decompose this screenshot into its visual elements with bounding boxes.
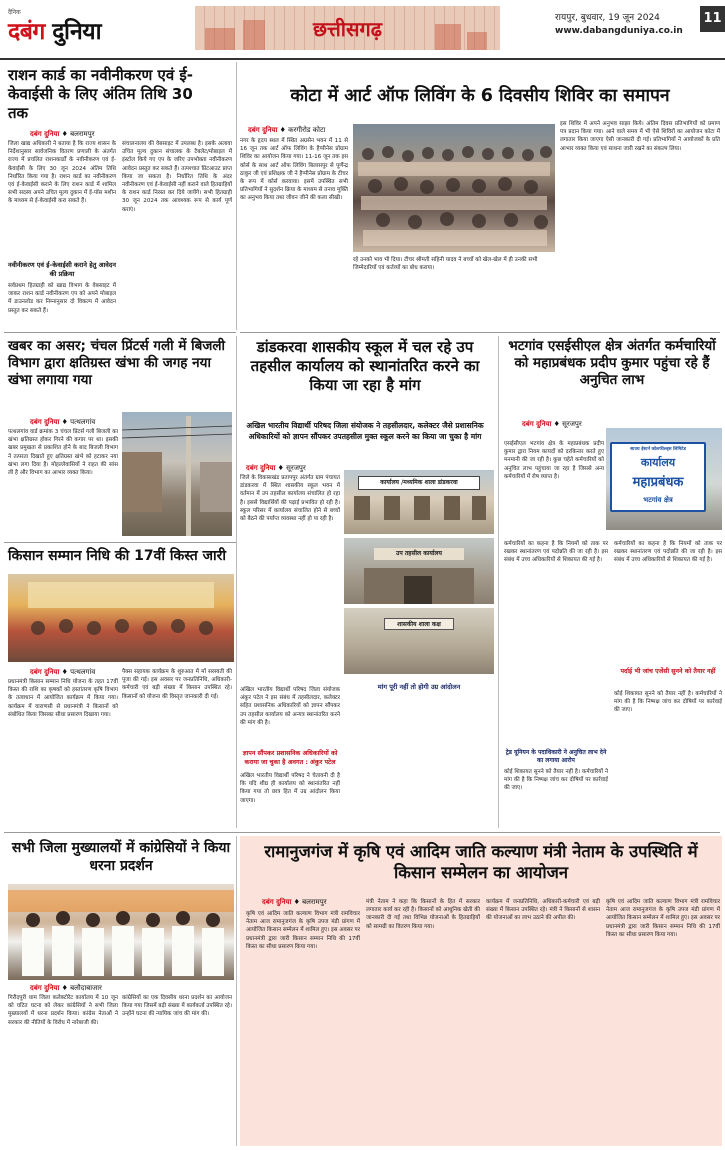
sign-line-office: कार्यालय [640,456,676,469]
story-text: कार्यक्रम में जनप्रतिनिधि, अधिकारी-कर्मचारी एवं बड़ी संख्या में किसान उपस्थित रहे। मंत्री ने किसानों से शासन की योजनाओं का लाभ उठाने की अपील की। [486,899,600,922]
website-url: www.dabangduniya.co.in [555,26,683,36]
byline: दबंग दुनिया ♦ पत्थलगांव [30,668,96,676]
group-photo [353,124,555,252]
byline: दबंग दुनिया ♦ पत्थलगांव [30,418,96,426]
tehsil-office-photo [344,538,494,604]
story-text: कांग्रेसियों का एक दिवसीय धरना प्रदर्शन का आयोजन किया गया जिसमें बड़ी संख्या में कार्यकर्ता उपस्थित रहे। उन्होंने घटना की न्यायिक जांच की मांग की। [122,995,232,1018]
story-text: पैक्स सहायक कार्यक्रम के शुरुआत में माँ सरस्वती की पूजा की गई। इस अवसर पर जनप्रतिनिधि, अधिकारी-कर्मचारी एवं बड़ी संख्या में किसान उपस्थित रहे। किसानों को योजना की विस्तृत जानकारी दी गई। [122,669,232,700]
story-subheading-blue: मांग पूरी नहीं तो होगी उग्र आंदोलन [377,683,461,691]
group-photo-art [353,124,555,252]
school-building-art [344,470,494,534]
story-text: कोई शिकायत सुनने को तैयार नहीं है। कर्मचारियों ने मांग की है कि निष्पक्ष जांच कर दोषियों पर कार्रवाई की जाए। [504,769,608,792]
story-text: जिले के विकासखंड प्रतापपुर अंतर्गत ग्राम पंचायत डांडकरवा में स्थित शासकीय स्कूल भवन में वर्तमान में उप तहसील कार्यालय संचालित हो रहा है। इससे विद्यार्थियों की पढ़ाई प्रभावित हो रही है। स्कूल परिसर में कार्यालय संचालित होने से बच्चों को बैठने की पर्याप्त व्यवस्था नहीं हो पा रही है। [240,475,340,523]
story-text: अखिल भारतीय विद्यार्थी परिषद ने चेतावनी दी है कि यदि शीघ्र ही कार्यालय को स्थानांतरित नहीं किया गया तो छात्र हित में उग्र आंदोलन किया जाएगा। [240,773,340,804]
headline-ration-card: राशन कार्ड का नवीनीकरण एवं ई-केवाईसी के लिए अंतिम तिथि 30 तक [8,66,193,122]
story-text: प्रधानमंत्री किसान सम्मान निधि योजना के तहत 17वीं किस्त की राशि का कृषकों को हस्तांतरण कृषि विभाग के तत्वाधान में आयोजित कार्यक्रम में किया गया। कार्यक्रम में वाराणसी से प्रधानमंत्री ने किसानों को संबोधित किया जिसका सीधा प्रसारण दिखाया गया। [8,679,118,718]
headline-ramanujganj: रामानुजगंज में कृषि एवं आदिम जाति कल्याण मंत्री नेताम के उपस्थिति में किसान सम्मेलन का आयोजन [264,842,698,882]
kisan-event-art [8,574,234,662]
story-text: इस शिविर में अपने अनुभव साझा किये। अंतिम दिवस प्रतिभागियों को प्रमाण पत्र प्रदान किया गया। आने वाले समय में भी ऐसे शिविरों का आयोजन कोटा में लगातार किया जाएगा ऐसी जानकारी दी गई। प्रतिभागियों ने आयोजकों के प्रति आभार व्यक्त किया एवं साधना जारी रखने का संकल्प लिया। [560,121,720,152]
headline-electric-pole: खबर का असर; चंचल प्रिंटर्स गली में बिजली विभाग द्वारा क्षतिग्रस्त खंभा की जगह नया खंभा लगाया गया [8,338,225,388]
story-subheading: अखिल भारतीय विद्यार्थी परिषद जिला संयोजक ने तहसीलदार, कलेक्टर जैसे प्रशासनिक अधिकारियों को ज्ञापन सौंपकर उपतहसील मुक्त स्कूल करने का किया जा चुका है मांग [246,421,484,441]
sign-line-company: साउथ ईस्टर्न कोलफील्ड्स लिमिटेड [630,447,686,452]
newspaper-logo [8,8,148,46]
story-subheading-red: ज्ञापन सौंपकर प्रशासनिक अधिकारियों को कराया जा चुका है अवगत : अंकुर पटेल [242,750,338,766]
story-text: जिला खाद्य अधिकारी ने बताया है कि राज्य शासन के निर्देशानुसार सार्वजनिक वितरण प्रणाली के अंतर्गत राज्य में प्रचलित राशनकार्डों के नवीनीकरण एवं ई-केवाईसी के लिए 30 जून 2024 अंतिम तिथि निर्धारित किया गया है। राशन कार्ड का नवीनीकरण एवं ई-केवाईसी कराने के लिए राशन कार्ड में शामिल सभी सदस्य अपने उचित मूल्य दुकान में ई-पॉस मशीन के माध्यम से ई-केवाईसी करा सकते हैं। [8,141,116,205]
story-text: अखिल भारतीय विद्यार्थी परिषद जिला संयोजक अंकुर पटेल ने इस संबंध में तहसीलदार, कलेक्टर सहित प्रशासनिक अधिकारियों को ज्ञापन सौंपकर उप तहसील कार्यालय को अन्यत्र स्थानांतरित करने की मांग की है। [240,687,340,726]
byline: दबंग दुनिया ♦ करगीरोड कोटा [248,126,326,134]
story-subheading-blue: ट्रेड यूनियन के पदाधिकारी ने अनुचित लाभ देने का लगाया आरोप [505,749,607,764]
story-subheading: नवीनीकरण एवं ई-केवाईसी कराने हेतु आवेदन की प्रक्रिया [8,261,116,278]
story-text: गिरौदपुरी धाम जिला कलेक्टोरेट कार्यालय में 10 जून को घटित घटना को लेकर कांग्रेसियों ने सभी जिला मुख्यालयों में धरना प्रदर्शन किया। कांग्रेस नेताओं ने सरकार की नीतियों के विरोध में नारेबाजी की। [8,995,118,1026]
page-number: 11 [700,6,725,32]
headline-art-of-living: कोटा में आर्ट ऑफ लिविंग के 6 दिवसीय शिविर का समापन [290,86,670,106]
electric-pole-photo [122,412,232,536]
story-text: नगर के हृदय स्थल में स्थित अग्रसेन भवन में 11 से 16 जून तक आर्ट ऑफ लिविंग के हैप्पीनेस प्रोग्राम शिविर का आयोजन किया गया। 11-16 जून तक इस कोर्स के साथ आर्ट ऑफ लिविंग बिलासपुर से पूर्णेन्द्र ठाकुर जी एवं प्रशिक्षक जी ने हैप्पीनेस प्रोग्राम के टीचर के रूप में कोर्स करवाया। इसमें उपस्थित सभी प्रतिभागियों ने सुदर्शन क्रिया के माध्यम से तनाव मुक्ति का अनुभव किया तथा जीवन जीने की कला सीखी। [240,138,348,202]
story-text: कृषि एवं आदिम जाति कल्याण विभाग मंत्री रामविचार नेताम आज रामानुजगंज के कृषि उपज मंडी प्रांगण में आयोजित किसान सम्मेलन में शामिल हुए। इस अवसर पर प्रधानमंत्री द्वारा जारी किसान सम्मान निधि की 17वीं किस्त का सीधा प्रसारण किया गया। [246,911,360,950]
classroom-sign: शासकीय शाला कक्ष [384,618,454,630]
story-text: कर्मचारियों का कहना है कि नियमों को ताक पर रखकर स्थानांतरण एवं पदोन्नति की जा रही है। इस संबंध में उच्च अधिकारियों से शिकायत की गई है। [614,541,722,564]
section-title: छत्तीसगढ़ [312,17,383,41]
byline: दबंग दुनिया ♦ सूरजपुर [246,464,306,472]
logo-wordmark [8,14,101,46]
tehsil-office-art [344,538,494,604]
dateline: रायपुर, बुधवार, 19 जून 2024 [555,13,660,23]
byline: दबंग दुनिया ♦ बलौदाबाजार [30,984,102,992]
electric-pole-art [122,412,232,536]
story-subheading-red: पर्दाई भी जांच एजेंसी सुनने को तैयार नहीं [620,668,716,675]
story-text: कोई शिकायत सुनने को तैयार नहीं है। कर्मचारियों ने मांग की है कि निष्पक्ष जांच कर दोषियों पर कार्रवाई की जाए। [614,691,722,714]
byline: दबंग दुनिया ♦ सूरजपुर [522,420,582,428]
section-banner [195,6,500,50]
sign-line-area: भटगांव क्षेत्र [643,496,673,504]
classroom-photo [344,608,494,674]
masthead [0,0,725,60]
story-text: एसईसीएल भटगांव क्षेत्र के महाप्रबंधक प्रदीप कुमार द्वारा नियम कायदों को दरकिनार करते हुए मनमानी की जा रही है। कुछ चहेते कर्मचारियों को अनुचित लाभ पहुंचाया जा रहा है जिससे अन्य कर्मचारियों में रोष व्याप्त है। [504,441,604,480]
photo-caption: रहे उनको भाव भी दिया। टीचर श्रीमती सहिनी यादव ने बच्चों को खेल-खेल में ही उनकी सभी जिम्मेदारियों एवं कर्तव्यों का बोध कराया। [353,257,538,271]
school-sign: कार्यालय /मध्यमिक शाला डांडकरवा [358,476,480,490]
dharna-photo [8,884,234,980]
logo-black: दुनिया [44,19,102,45]
story-text: कृषि एवं आदिम जाति कल्याण विभाग मंत्री रामविचार नेताम आज रामानुजगंज के कृषि उपज मंडी प्रांगण में आयोजित किसान सम्मेलन में शामिल हुए। इस अवसर पर प्रधानमंत्री द्वारा जारी किसान सम्मान निधि की 17वीं किस्त का सीधा प्रसारण किया गया। [606,899,720,938]
secl-signboard [610,442,706,512]
story-text: कर्मचारियों का कहना है कि नियमों को ताक पर रखकर स्थानांतरण एवं पदोन्नति की जा रही है। इस संबंध में उच्च अधिकारियों से शिकायत की गई है। [504,541,608,564]
school-building-photo [344,470,494,534]
headline-secl-bhatgaon: भटगांव एसईसीएल क्षेत्र अंतर्गत कर्मचारियों को महाप्रबंधक प्रदीप कुमार पहुंचा रहे हैं अनुचित लाभ [508,338,716,388]
headline-congress-dharna: सभी जिला मुख्यालयों में कांग्रेसियों ने किया धरना प्रदर्शन [11,840,231,874]
story-text: पत्थलगांव वार्ड क्रमांक 3 चंचल प्रिंटर्स गली बिजली का खंभा क्षतिग्रस्त होकर गिरने की कगार पर था। इसकी खबर प्रमुखता से प्रकाशित होने के बाद बिजली विभाग ने तत्परता दिखाते हुए क्षतिग्रस्त खंभे को हटाकर नया खंभा लगा दिया है। मोहल्लेवासियों ने राहत की सांस ली है और विभाग का आभार व्यक्त किया। [8,429,118,477]
kisan-event-photo [8,574,234,662]
headline-kisan-samman: किसान सम्मान निधि की 17वीं किस्त जारी [8,548,226,564]
story-text: सर्वप्रथम हितग्राही को खाद्य विभाग के वेबसाइट में जाकर राशन कार्ड नवीनीकरण एप को अपने मोबाइल में डाउनलोड कर निम्नानुसार दो विकल्प में आवेदन प्रस्तुत कर सकते हैं। [8,283,116,314]
logo-red: दबंग [8,19,45,45]
byline: दबंग दुनिया ♦ बलरामपुर [30,130,95,138]
story-text: मंत्री नेताम ने कहा कि किसानों के हित में सरकार लगातार कार्य कर रही है। किसानों को आधुनिक खेती की जानकारी दी गई तथा विभिन्न योजनाओं के हितग्राहियों को सामग्री का वितरण किया गया। [366,899,480,930]
sign-line-gm: महाप्रबंधक [632,475,684,490]
dharna-art [8,884,234,980]
headline-school-tehsil: डांडकरवा शासकीय स्कूल में चल रहे उप तहसील कार्यालय को स्थानांतरित करने का किया जा रहा है मांग [250,338,480,394]
office-sign: उप तहसील कार्यालय [374,548,464,560]
byline: दबंग दुनिया ♦ बलरामपुर [262,898,327,906]
story-text: संचालनालय की वेबसाइट में उपलब्ध है। इसके अलावा उचित मूल्य दुकान संचालक के टैबलेट/मोबाइल में इंस्टॉल किये गए एप के जरिए उपभोक्ता नवीनीकरण आवेदन प्रस्तुत कर सकते हैं। तत्पश्चात प्रिंटआउट प्राप्त किया जा सकता है। निर्धारित तिथि के अंदर नवीनीकरण एवं ई-केवाईसी नहीं कराने वाले हितग्राहियों के राशन कार्ड निरस्त कर दिये जायेंगे। सभी हितग्राही 30 जून 2024 तक आवश्यक रूप से कार्य पूर्ण कराएं। [122,141,232,213]
logo-prefix: दैनिक [8,9,21,16]
